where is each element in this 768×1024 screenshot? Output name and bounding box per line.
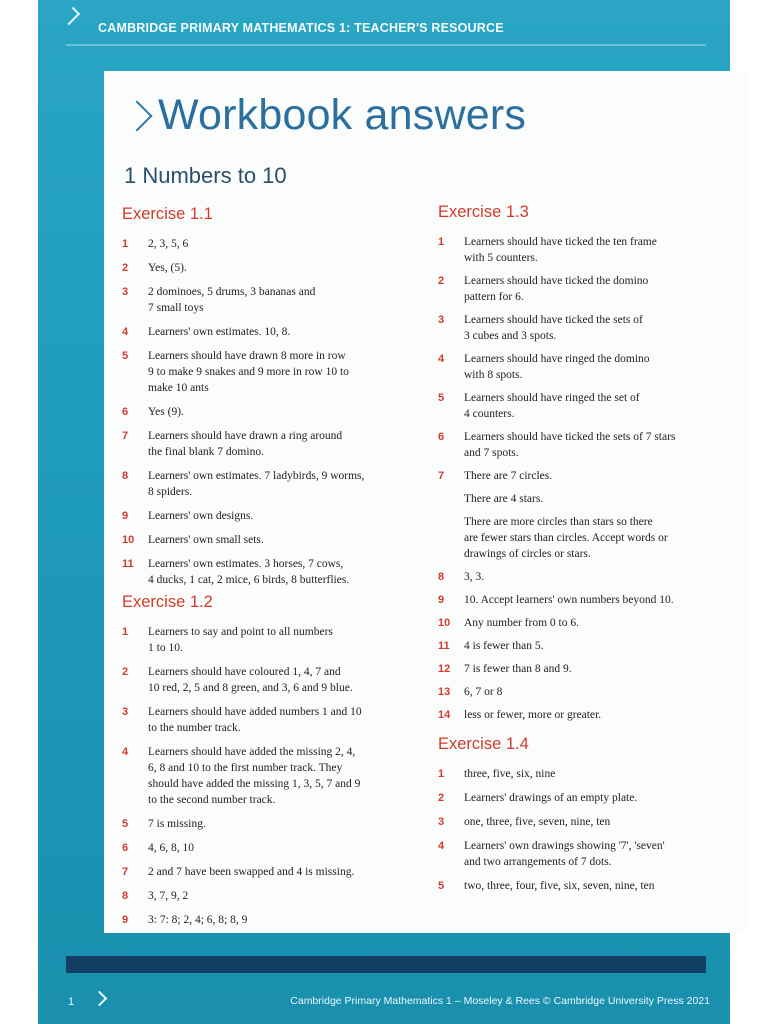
answer-number: 6: [438, 431, 445, 443]
answer-line: pattern for 6.: [464, 291, 524, 303]
answer-line: Learners should have coloured 1, 4, 7 and: [148, 666, 341, 678]
answer-item: [438, 468, 738, 484]
answer-number: 7: [438, 470, 445, 482]
exercise-heading: Exercise 1.4: [438, 735, 529, 753]
answer-line: Learners to say and point to all numbers: [148, 626, 333, 638]
answer-line: make 10 ants: [148, 382, 209, 394]
answer-item: [122, 348, 422, 396]
answer-line: Learners should have ringed the set of: [464, 392, 640, 404]
answer-item: [122, 888, 422, 904]
header-text: CAMBRIDGE PRIMARY MATHEMATICS 1: TEACHER'S RESOURCE: [98, 21, 504, 35]
answer-number: 4: [438, 353, 445, 365]
answer-line: Learners' own drawings showing '7', 'seven': [464, 840, 665, 852]
answer-line: Learners' drawings of an empty plate.: [464, 792, 638, 804]
chevron-right-icon: [92, 991, 108, 1007]
answer-item: [122, 324, 422, 340]
answer-line: less or fewer, more or greater.: [464, 709, 602, 721]
answer-item: [438, 312, 738, 344]
answer-item: [438, 814, 738, 830]
answer-line: 10. Accept learners' own numbers beyond 10.: [464, 594, 674, 606]
answer-number: 6: [122, 842, 129, 854]
answer-item: [122, 816, 422, 832]
answer-line: 6, 8 and 10 to the first number track. They: [148, 762, 343, 774]
answer-item: [438, 234, 738, 266]
answer-line: are fewer stars than circles. Accept words or: [464, 532, 668, 544]
answer-number: 11: [438, 640, 450, 652]
answer-line: Learners' own estimates. 3 horses, 7 cows,: [148, 558, 344, 570]
answer-line: 4, 6, 8, 10: [148, 842, 194, 854]
answer-item: [122, 556, 422, 588]
answer-number: 3: [438, 314, 445, 326]
answer-line: Learners should have ticked the sets of 7 stars: [464, 431, 676, 443]
answer-line: 3 cubes and 3 spots.: [464, 330, 557, 342]
answer-item: [438, 661, 738, 677]
page-title: Workbook answers: [158, 91, 527, 139]
answer-line: should have added the missing 1, 3, 5, 7 and 9: [148, 778, 361, 790]
answer-item: [122, 284, 422, 316]
answer-item: [122, 236, 422, 252]
running-header: [38, 0, 730, 44]
answer-line: Learners should have ringed the domino: [464, 353, 650, 365]
answer-line: 3, 3.: [464, 571, 485, 583]
answer-item: [438, 351, 738, 383]
answer-list: [122, 236, 422, 588]
answer-item: [122, 624, 422, 656]
answer-number: 9: [122, 914, 129, 926]
answer-line: with 8 spots.: [464, 369, 523, 381]
answer-line: Learners should have ticked the ten frame: [464, 236, 657, 248]
answer-line: Learners should have ticked the domino: [464, 275, 649, 287]
answer-number: 3: [438, 816, 445, 828]
answer-item: [122, 912, 422, 928]
answer-line: Learners should have drawn a ring around: [148, 430, 343, 442]
answer-item: [122, 428, 422, 460]
answer-item: [438, 390, 738, 422]
column-left: [122, 205, 422, 596]
answer-number: 6: [122, 406, 129, 418]
answer-number: 8: [122, 470, 129, 482]
answer-number: 2: [122, 666, 129, 678]
exercise-heading: Exercise 1.2: [122, 593, 213, 611]
answer-item: [438, 592, 738, 608]
answer-number: 9: [438, 594, 445, 606]
answer-line: with 5 counters.: [464, 252, 538, 264]
answer-line: Learners should have drawn 8 more in row: [148, 350, 346, 362]
answer-number: 11: [122, 558, 134, 570]
answer-line: one, three, five, seven, nine, ten: [464, 816, 611, 828]
page-frame: [38, 0, 730, 1024]
footer-bar: [66, 956, 706, 973]
answer-line: drawings of circles or stars.: [464, 548, 591, 560]
answer-item: [122, 744, 422, 808]
answer-line: three, five, six, nine: [464, 768, 556, 780]
chevron-right-icon: [121, 100, 152, 131]
answer-number: 2: [122, 262, 129, 274]
answer-line: 2 dominoes, 5 drums, 3 bananas and: [148, 286, 316, 298]
answer-item: [438, 766, 738, 782]
chevron-right-icon: [62, 7, 80, 25]
answer-item: [438, 273, 738, 305]
answer-item: [122, 404, 422, 420]
answer-number: 4: [438, 840, 445, 852]
answer-number: 8: [438, 571, 445, 583]
answer-line: 3, 7, 9, 2: [148, 890, 189, 902]
answer-number: 14: [438, 709, 451, 721]
answer-line: 8 spiders.: [148, 486, 193, 498]
answer-line: the final blank 7 domino.: [148, 446, 264, 458]
answer-number: 4: [122, 326, 129, 338]
answer-line: Any number from 0 to 6.: [464, 617, 579, 629]
answer-number: 1: [122, 626, 129, 638]
answer-line: 3: 7: 8; 2, 4; 6, 8; 8, 9: [148, 914, 248, 926]
answer-number: 1: [122, 238, 129, 250]
answer-line: two, three, four, five, six, seven, nine, ten: [464, 880, 655, 892]
answer-line: There are 7 circles.: [464, 470, 553, 482]
answer-number: 7: [122, 430, 129, 442]
answer-line: and two arrangements of 7 dots.: [464, 856, 612, 868]
answer-item: [438, 790, 738, 806]
answer-number: 13: [438, 686, 451, 698]
content-page: [104, 71, 747, 933]
answer-number: 2: [438, 792, 445, 804]
answer-list: [438, 234, 738, 562]
answer-item: [122, 508, 422, 524]
answer-number: 5: [122, 350, 129, 362]
answer-line: Learners' own small sets.: [148, 534, 264, 546]
answer-number: 8: [122, 890, 129, 902]
answer-line: 7 is missing.: [148, 818, 206, 830]
answer-line: Yes (9).: [148, 406, 184, 418]
answer-number: 3: [122, 286, 129, 298]
answer-item: [438, 638, 738, 654]
answer-item: [122, 840, 422, 856]
answer-line: There are more circles than stars so there: [464, 516, 653, 528]
answer-number: 1: [438, 236, 445, 248]
answer-line: There are 4 stars.: [464, 493, 544, 505]
column-right: [438, 203, 738, 902]
answer-number: 5: [438, 880, 445, 892]
answer-item: [438, 684, 738, 700]
answer-line: 9 to make 9 snakes and 9 more in row 10 to: [148, 366, 349, 378]
answer-line: 7 small toys: [148, 302, 204, 314]
answer-number: 10: [438, 617, 451, 629]
answer-item: [438, 878, 738, 894]
answer-number: 2: [438, 275, 445, 287]
answer-item: [438, 569, 738, 585]
answer-number: 3: [122, 706, 129, 718]
answer-line: Learners should have added numbers 1 and 10: [148, 706, 362, 718]
answer-line: 4 counters.: [464, 408, 515, 420]
answer-item: [438, 707, 738, 723]
chapter-heading: 1 Numbers to 10: [124, 163, 287, 188]
answer-paragraph: [438, 491, 738, 507]
answer-item: [438, 838, 738, 870]
answer-line: Yes, (5).: [148, 262, 187, 274]
answer-line: 4 ducks, 1 cat, 2 mice, 6 birds, 8 butterflies.: [148, 574, 350, 586]
answer-line: Learners' own estimates. 7 ladybirds, 9 worms,: [148, 470, 365, 482]
answer-line: 2 and 7 have been swapped and 4 is missing.: [148, 866, 355, 878]
footer-copyright: Cambridge Primary Mathematics 1 – Moseley & Rees © Cambridge University Press 2021: [290, 995, 710, 1007]
exercise-heading: Exercise 1.1: [122, 205, 213, 223]
answer-item: [438, 615, 738, 631]
answer-line: Learners' own estimates. 10, 8.: [148, 326, 291, 338]
column-left-lower: [122, 593, 422, 936]
answer-number: 4: [122, 746, 129, 758]
answer-list: [438, 569, 738, 723]
answer-list: [122, 624, 422, 928]
answer-number: 5: [122, 818, 129, 830]
answer-paragraph: [438, 514, 738, 562]
answer-item: [122, 664, 422, 696]
answer-number: 7: [122, 866, 129, 878]
header-rule: [66, 44, 706, 46]
answer-line: 10 red, 2, 5 and 8 green, and 3, 6 and 9 blue.: [148, 682, 353, 694]
answer-line: Learners should have ticked the sets of: [464, 314, 643, 326]
answer-line: Learners should have added the missing 2, 4,: [148, 746, 356, 758]
answer-number: 10: [122, 534, 135, 546]
answer-line: to the number track.: [148, 722, 241, 734]
answer-item: [122, 704, 422, 736]
answer-number: 5: [438, 392, 445, 404]
answer-line: 6, 7 or 8: [464, 686, 503, 698]
answer-line: 1 to 10.: [148, 642, 183, 654]
answer-item: [438, 429, 738, 461]
answer-line: to the second number track.: [148, 794, 276, 806]
answer-item: [122, 864, 422, 880]
answer-line: 7 is fewer than 8 and 9.: [464, 663, 572, 675]
answer-line: Learners' own designs.: [148, 510, 254, 522]
answer-number: 12: [438, 663, 451, 675]
answer-line: 2, 3, 5, 6: [148, 238, 189, 250]
answer-item: [122, 532, 422, 548]
answer-list: [438, 766, 738, 894]
page-number: 1: [68, 996, 75, 1008]
answer-item: [122, 260, 422, 276]
answer-item: [122, 468, 422, 500]
answer-number: 9: [122, 510, 129, 522]
exercise-heading: Exercise 1.3: [438, 203, 529, 221]
answer-line: 4 is fewer than 5.: [464, 640, 544, 652]
answer-number: 1: [438, 768, 445, 780]
answer-line: and 7 spots.: [464, 447, 519, 459]
